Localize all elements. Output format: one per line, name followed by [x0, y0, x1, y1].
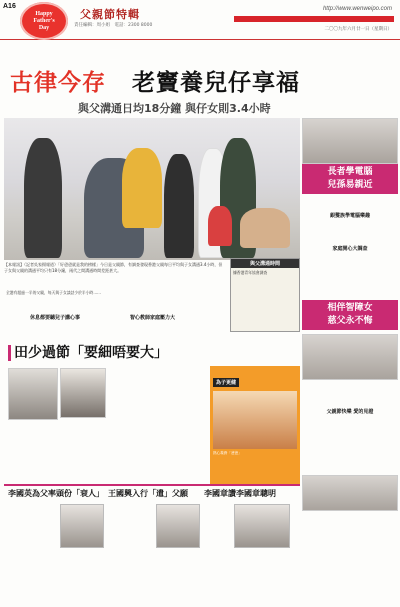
page-number: A16 — [3, 3, 16, 10]
subhead-a: 休息都要聽兒子講心事 — [30, 315, 81, 321]
orange-box-title: 為子更健 — [213, 378, 239, 387]
sidebar-photo-2 — [302, 334, 398, 380]
main-photo-caption: 【本報訊】（記者吳家揚報道）「好爸爸就是我的榜樣」今日是父親節，有調查發現香港父親每日平均與子女溝通3.4小時，但子女與父親的溝通平均只有18分鐘，兩代之間溝通時間差距甚大。 — [4, 262, 223, 273]
sidebar-head-2: 相伴智障女 慈父永不悔 — [302, 300, 398, 330]
header-color-bar — [234, 16, 394, 22]
inset-caption: 據香港青年協會調查 — [233, 270, 268, 275]
orange-box-photo — [213, 391, 297, 449]
headline-left: 古律今存 — [10, 70, 106, 96]
headline-sub: 與父溝通日均18分鐘 與仔女則3.4小時 — [78, 102, 271, 115]
bottom-photo-1 — [60, 504, 104, 548]
sidebar-sub-1: 銀髮族學電腦樂趣 — [329, 213, 370, 219]
page-header — [0, 0, 400, 40]
photo-tian-1 — [8, 368, 58, 420]
bottom-title-2: 王國興入行「遺」父願 — [108, 489, 188, 498]
orange-feature-box — [210, 366, 300, 486]
sidebar-photo-1 — [302, 118, 398, 164]
stats-inset — [230, 258, 300, 332]
bottom-photo-2 — [156, 504, 200, 548]
tian-headline: 田少過節「要細唔要大」 — [8, 342, 168, 362]
right-sidebar — [302, 118, 398, 604]
bottom-photo-3 — [234, 504, 290, 548]
bottom-title-3: 李國章讚李國章聰明 — [204, 489, 276, 498]
subhead-b: 智心教師家庭壓力大 — [130, 315, 176, 321]
sidebar-head-1: 長者學電腦 兒孫易親近 — [302, 164, 398, 194]
issue-date: 二〇〇九年六月廿一日（星期日） — [324, 27, 392, 32]
main-photo — [4, 118, 300, 260]
photo-tian-2 — [60, 368, 106, 418]
section-subtitle: 責任編輯：周小姐 電話：2300 8000 — [74, 23, 153, 28]
fathers-day-logo: Happy Father's Day — [20, 2, 68, 40]
sidebar-sub-3: 父親節快樂 愛的見證 — [326, 409, 374, 415]
inset-title: 與父溝通時間 — [231, 259, 299, 268]
bottom-divider — [4, 484, 300, 486]
site-url[interactable]: http://www.wenweipo.com — [322, 6, 392, 12]
sidebar-photo-3 — [302, 475, 398, 511]
sidebar-sub-2: 家庭開心大調查 — [332, 246, 368, 252]
orange-box-text: 熱心義務「爸爸」 — [213, 451, 242, 455]
bottom-title-1: 李國英為父率頭份「衰人」 — [8, 489, 104, 498]
headline-main: 老竇養兒仔享福 — [132, 70, 300, 96]
body-text-1: 全港有超過一半的父親，每天與子女談話少於半小時…… — [6, 290, 101, 295]
section-title: 父親節特輯 — [80, 8, 140, 21]
